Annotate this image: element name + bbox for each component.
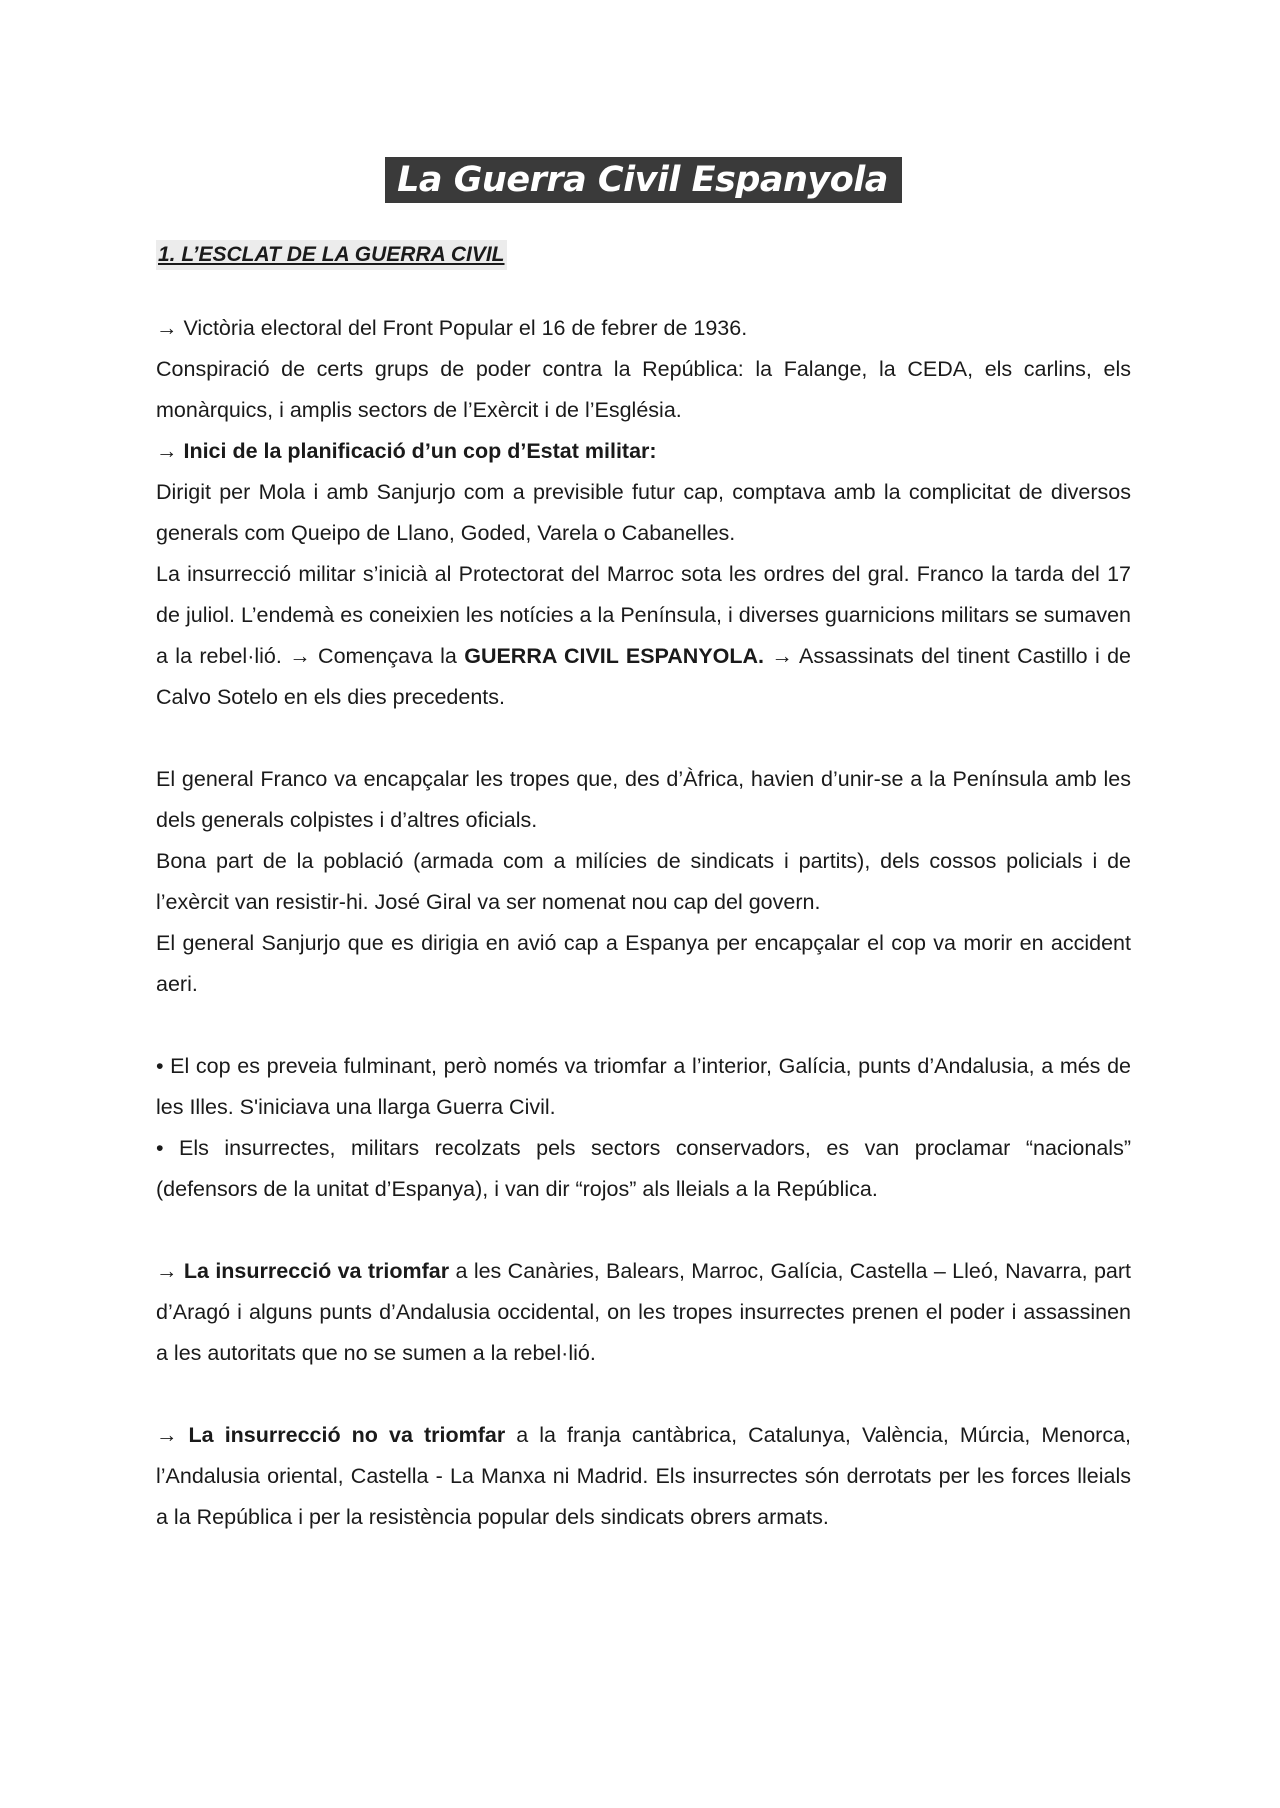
paragraph-insurrection-start	[156, 554, 1131, 718]
bullet-nationals: • Els insurrectes, militars recolzats pels sectors conservadors, es van proclamar “nacionals” (defensors de la unitat d’Espanya), i van dir “rojos” als lleials a la República.	[156, 1136, 1131, 1201]
paragraph-front-popular: → Victòria electoral del Front Popular el 16 de febrer de 1936.	[156, 316, 748, 340]
insurrection-triumphed-bold: → La insurrecció va triomfar	[156, 1259, 450, 1283]
insurrection-triumphed-text: a les Canàries, Balears, Marroc, Galícia, Castella – Lleó, Navarra, part d’Aragó i alguns punts d’Andalusia occidental, on les tropes insurrectes prenen el poder i assassinen a les autoritats que no se sumen a la rebel·lió.	[156, 1259, 1131, 1365]
paragraph-insurrection-triumphed	[156, 1251, 1131, 1374]
title-wrapper	[156, 157, 1131, 203]
insurrection-start-text: La insurrecció militar s’inicià al Protectorat del Marroc sota les ordres del gral. Franco la tarda del 17 de juliol. L’endemà es coneixien les notícies a la Península, i diverses guarnicions militars se sumaven a la rebel·lió. → Començava la	[156, 562, 1131, 668]
bullet-coup-outcome: • El cop es preveia fulminant, però només va triomfar a l’interior, Galícia, punts d’Andalusia, a més de les Illes. S'iniciava una llarga Guerra Civil.	[156, 1054, 1131, 1119]
paragraph-mola-sanjurjo: Dirigit per Mola i amb Sanjurjo com a previsible futur cap, comptava amb la complicitat de diversos generals com Queipo de Llano, Goded, Varela o Cabanelles.	[156, 480, 1131, 545]
paragraph-conspiracy: Conspiració de certs grups de poder contra la República: la Falange, la CEDA, els carlins, els monàrquics, i amplis sectors de l’Exèrcit i de l’Església.	[156, 357, 1131, 422]
paragraph-gap	[156, 1005, 1131, 1046]
paragraph-insurrection-failed	[156, 1415, 1131, 1538]
paragraph-coup-planning-heading: → Inici de la planificació d’un cop d’Estat militar:	[156, 439, 657, 463]
civil-war-bold-text: GUERRA CIVIL ESPANYOLA.	[464, 644, 765, 668]
paragraph-gap	[156, 718, 1131, 759]
paragraph-gap	[156, 1210, 1131, 1251]
insurrection-failed-bold: → La insurrecció no va triomfar	[156, 1423, 506, 1447]
insurrection-failed-text: a la franja cantàbrica, Catalunya, València, Múrcia, Menorca, l’Andalusia oriental, Castella - La Manxa ni Madrid. Els insurrectes són derrotats per les forces lleials a la República i per la resistència popular dels sindicats obrers armats.	[156, 1423, 1132, 1529]
paragraph-gap	[156, 1374, 1131, 1415]
paragraph-sanjurjo-death: El general Sanjurjo que es dirigia en avió cap a Espanya per encapçalar el cop va morir en accident aeri.	[156, 931, 1131, 996]
paragraph-franco-troops: El general Franco va encapçalar les tropes que, des d’Àfrica, havien d’unir-se a la Península amb les dels generals colpistes i d’altres oficials.	[156, 767, 1131, 832]
document-body	[156, 308, 1131, 1538]
paragraph-resistance: Bona part de la població (armada com a milícies de sindicats i partits), dels cossos policials i de l’exèrcit van resistir-hi. José Giral va ser nomenat nou cap del govern.	[156, 849, 1131, 914]
section-heading: 1. L’ESCLAT DE LA GUERRA CIVIL	[156, 240, 507, 270]
assassinations-text: → Assassinats del tinent Castillo i de Calvo Sotelo en els dies precedents.	[156, 644, 1131, 709]
page-title: La Guerra Civil Espanyola	[385, 157, 902, 203]
